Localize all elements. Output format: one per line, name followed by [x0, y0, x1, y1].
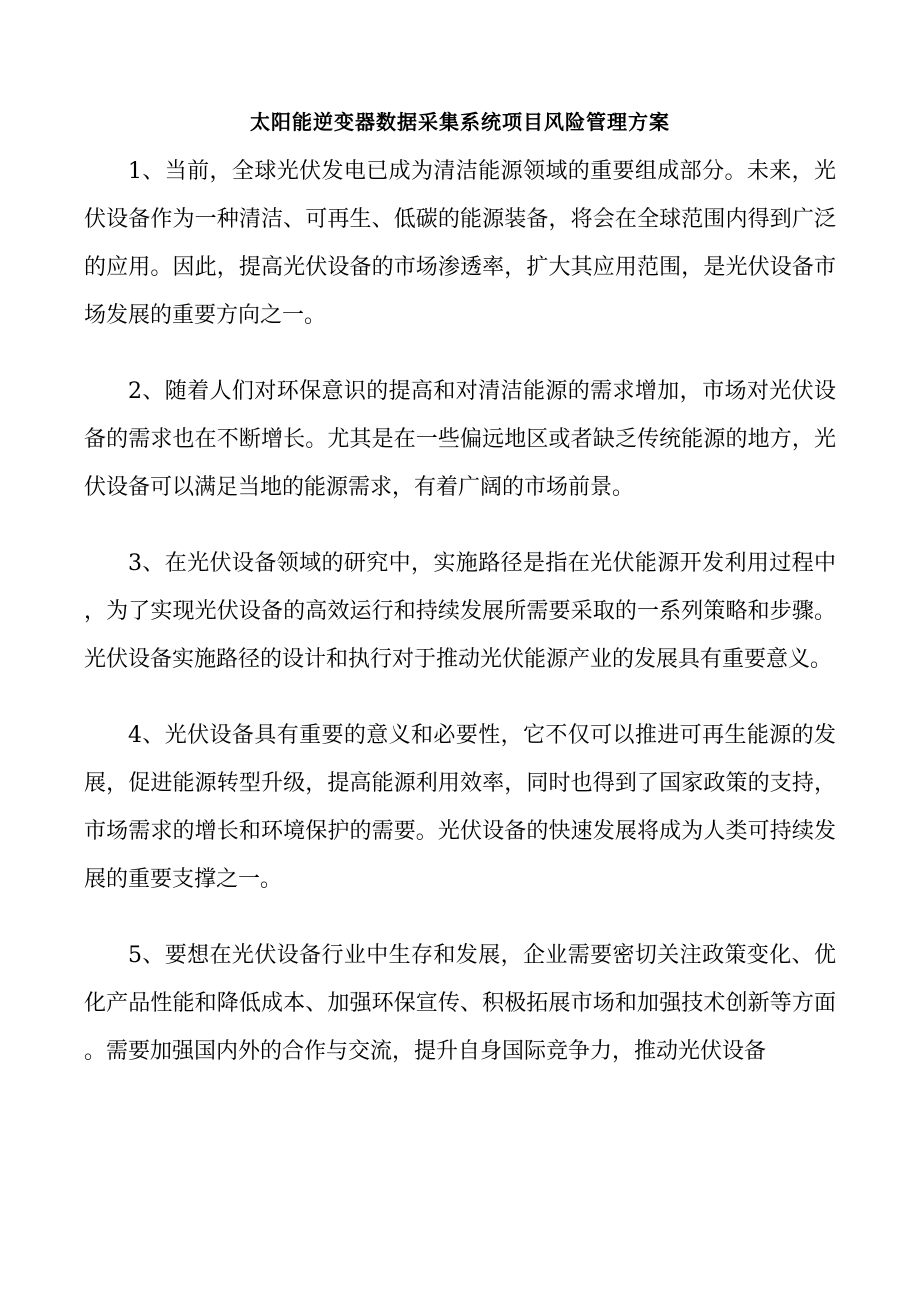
paragraph-5: 5、要想在光伏设备行业中生存和发展，企业需要密切关注政策变化、优化产品性能和降低成本、加强环保宣传、积极拓展市场和加强技术创新等方面。需要加强国内外的合作与交流，提升自身国际竞争力，推动光伏设备	[84, 943, 836, 1064]
document-title: 太阳能逆变器数据采集系统项目风险管理方案	[250, 110, 670, 134]
paragraph-4: 4、光伏设备具有重要的意义和必要性，它不仅可以推进可再生能源的发展，促进能源转型升级，提高能源利用效率，同时也得到了国家政策的支持，市场需求的增长和环境保护的需要。光伏设备的快速发展将成为人类可持续发展的重要支撑之一。	[84, 723, 836, 892]
paragraph-3: 3、在光伏设备领域的研究中，实施路径是指在光伏能源开发利用过程中，为了实现光伏设备的高效运行和持续发展所需要采取的一系列策略和步骤。光伏设备实施路径的设计和执行对于推动光伏能源产业的发展具有重要意义。	[84, 551, 836, 672]
paragraph-2: 2、随着人们对环保意识的提高和对清洁能源的需求增加，市场对光伏设备的需求也在不断增长。尤其是在一些偏远地区或者缺乏传统能源的地方，光伏设备可以满足当地的能源需求，有着广阔的市场前景。	[84, 379, 836, 500]
paragraph-1: 1、当前，全球光伏发电已成为清洁能源领域的重要组成部分。未来，光伏设备作为一种清洁、可再生、低碳的能源装备，将会在全球范围内得到广泛的应用。因此，提高光伏设备的市场渗透率，扩大其应用范围，是光伏设备市场发展的重要方向之一。	[84, 159, 836, 328]
